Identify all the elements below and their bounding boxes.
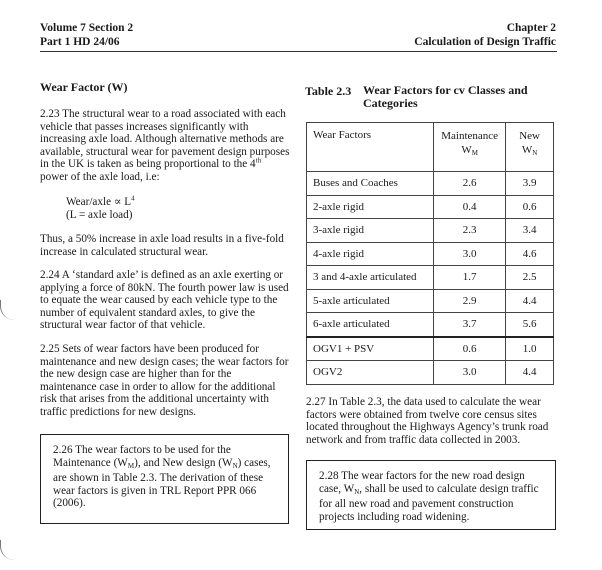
table-row — [307, 266, 554, 290]
header-chapter: Chapter 2 — [506, 22, 556, 34]
paragraph-2-28: 2.28 The wear factors for the new road design case, $W_N$, shall be used to calculate design traffic for all new road and pavement construction projects including road widening. — [319, 470, 539, 523]
row-new-value: 2.5 — [506, 266, 554, 290]
table-header-row — [307, 123, 554, 172]
row-maintenance-value: 2.3 — [434, 219, 506, 243]
row-new-value: 4.4 — [506, 289, 554, 313]
row-maintenance-value: 3.7 — [434, 313, 506, 337]
row-new-value: 3.4 — [506, 219, 554, 243]
table-row — [307, 313, 554, 337]
scan-edge-mark — [0, 300, 15, 320]
row-maintenance-value: 1.7 — [434, 266, 506, 290]
table-row — [307, 361, 554, 385]
row-maintenance-value: 0.4 — [434, 195, 506, 219]
row-maintenance-value: 3.0 — [434, 361, 506, 385]
wear-factors-table — [306, 122, 554, 385]
table-row — [307, 195, 554, 219]
row-name: 3 and 4-axle articulated — [307, 266, 434, 290]
column-header-wear-factors: Wear Factors — [307, 123, 434, 172]
row-maintenance-value: 2.9 — [434, 289, 506, 313]
column-header-new: New WN — [506, 123, 554, 172]
table-row — [307, 289, 554, 313]
formula-wear-axle: Wear/axle ∝ $L^4$ — [66, 194, 135, 208]
row-maintenance-value: 3.0 — [434, 242, 506, 266]
paragraph-2-25: 2.25 Sets of wear factors have been produced for maintenance and new design cases; the wear factors for the new design case are higher than for the maintenance case in order to allow for the additional risk that arises from the additional uncertainty with traffic predictions for new designs. — [40, 343, 289, 418]
row-name: 6-axle articulated — [307, 313, 434, 337]
column-header-maintenance: Maintenance WM — [434, 123, 506, 172]
table-title: Wear Factors for cv Classes and Categories — [363, 83, 528, 110]
row-name: OGV2 — [307, 361, 434, 385]
row-name: 3-axle rigid — [307, 219, 434, 243]
row-new-value: 4.6 — [506, 242, 554, 266]
row-new-value: 3.9 — [506, 172, 554, 196]
row-new-value: 0.6 — [506, 195, 554, 219]
table-label: Table 2.3 — [305, 84, 352, 98]
row-new-value: 4.4 — [506, 361, 554, 385]
table-row — [307, 219, 554, 243]
row-name: 5-axle articulated — [307, 289, 434, 313]
boxed-paragraph-2-28 — [306, 460, 556, 530]
formula-axle-load-definition: (L = axle load) — [66, 209, 133, 221]
table-row — [307, 242, 554, 266]
row-name: 4-axle rigid — [307, 242, 434, 266]
paragraph-2-27: 2.27 In Table 2.3, the data used to calculate the wear factors were obtained from twelve core census sites located throughout the Highways Agency’s trunk road network and from traffic data collected in 2003. — [306, 396, 549, 446]
table-row — [307, 337, 554, 361]
row-name: OGV1 + PSV — [307, 337, 434, 361]
header-rule — [40, 51, 557, 52]
row-maintenance-value: 2.6 — [434, 172, 506, 196]
header-part: Part 1 HD 24/06 — [40, 36, 120, 48]
row-maintenance-value: 0.6 — [434, 337, 506, 361]
row-new-value: 5.6 — [506, 313, 554, 337]
row-new-value: 1.0 — [506, 337, 554, 361]
paragraph-2-24: 2.24 A ‘standard axle’ is defined as an axle exerting or applying a force of 80kN. The fourth power law is used to equate the wear caused by each vehicle type to the number of equivalent standard axles, to give the structural wear factor of that vehicle. — [40, 269, 289, 332]
row-name: Buses and Coaches — [307, 172, 434, 196]
paragraph-2-23: 2.23 The structural wear to a road associated with each vehicle that passes increases significantly with increasing axle load. Although alternative methods are available, structural wear for pavement design purposes in the UK is taken as being proportional to the 4th power of the axle load, i.e: — [40, 108, 290, 183]
boxed-paragraph-2-26 — [40, 434, 289, 524]
row-name: 2-axle rigid — [307, 195, 434, 219]
table-row — [307, 172, 554, 196]
scan-edge-mark — [0, 540, 15, 560]
section-heading-wear-factor: Wear Factor (W) — [40, 80, 128, 94]
header-volume-section: Volume 7 Section 2 — [40, 22, 134, 34]
paragraph-thus: Thus, a 50% increase in axle load results in a five-fold increase in calculated structural wear. — [40, 233, 284, 258]
paragraph-2-26: 2.26 The wear factors to be used for the Maintenance $(W_M)$, and New design $(W_N)$ cases, are shown in Table 2.3. The derivation of these wear factors is given in TRL Report PPR 066 (2006). — [53, 444, 271, 510]
header-chapter-title: Calculation of Design Traffic — [414, 36, 556, 48]
